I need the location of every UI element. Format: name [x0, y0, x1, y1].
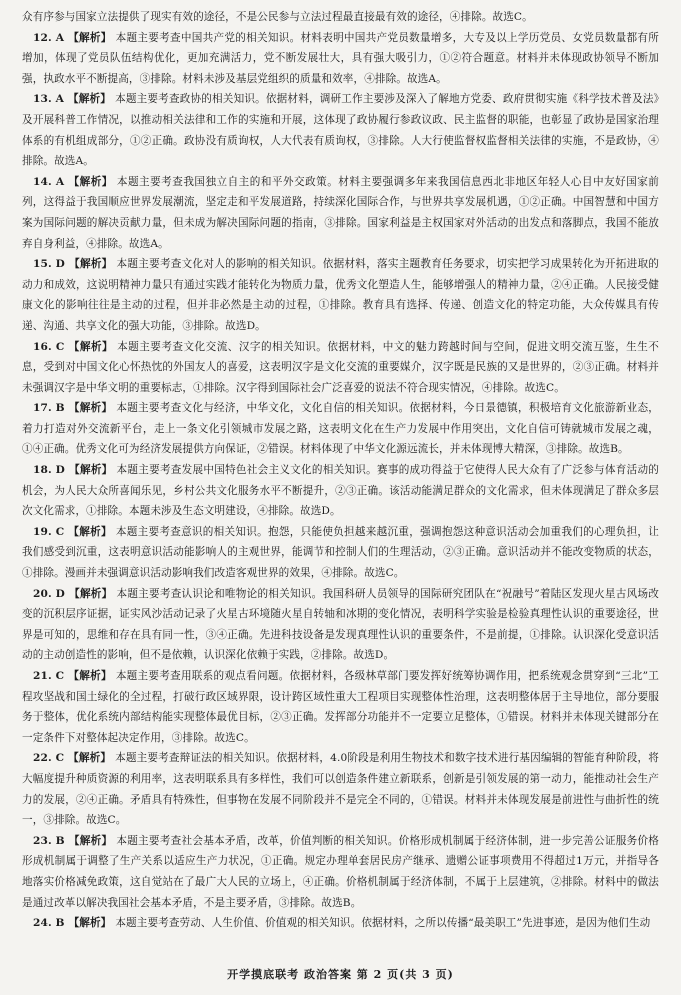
analysis-tag: 【解析】 [68, 752, 112, 765]
analysis-text: 本题主要考查用联系的观点看问题。依据材料，各级林草部门要发挥好统筹协调作用，把系统观念贯穿到“三北”工程攻坚战和国土绿化的全过程，打破行政区域界限，设计跨区域性重大工程项目实现整体性治理，这表明整体居于主导地位，部分要服务于整体，优化系统内部结构能实现整体最优目标，②③正确。发挥部分功能并不一定要立足整体，①错误。材料并未体现关键部分在一定条件下对整体起决定作用，③排除。故选C。 [22, 670, 659, 744]
analysis-text: 本题主要考查我国独立自主的和平外交政策。材料主要强调多年来我国信息西北非地区年轻人心目中友好国家前列，这得益于我国顺应世界发展潮流，坚定走和平发展道路，持续深化国际合作，与世界共享发展机遇，①②正确。中国智慧和中国方案为国际问题的解决贡献力量，但未成为解决国际问题的指南，③排除。国家利益是主权国家对外活动的出发点和落脚点，我国不能放弃自身利益，④排除。故选A。 [22, 175, 659, 250]
analysis-text: 本题主要考查发展中国特色社会主义文化的相关知识。赛事的成功得益于它使得人民大众有了广泛参与体育活动的机会，为人民大众所喜闻乐见，乡村公共文化服务水平不断提升，②③正确。该活动能满足群众的文化需求，但未体现满足了群众多层次文化需求，①排除。本题未涉及生态文明建设，④排除。故选D。 [22, 464, 659, 518]
analysis-text: 本题主要考查劳动、人生价值、价值观的相关知识。依据材料，之所以传播“最美职工”先进事迹，是因为他们生动 [115, 917, 651, 930]
analysis-text: 本题主要考查中国共产党的相关知识。材料表明中国共产党员数量增多，大专及以上学历党员、女党员数量都有所增加，体现了党员队伍结构优化，更加充满活力，党不断发展壮大，具有强大吸引力，①②符合题意。材料并未体现政协领导不断加强，执政水平不断提高，③排除。材料未涉及基层党组织的质量和效率，④排除。故选A。 [22, 31, 659, 85]
analysis-tag: 【解析】 [68, 258, 113, 271]
analysis-tag: 【解析】 [68, 31, 112, 44]
answer-item [22, 398, 659, 460]
question-number: 18. D [33, 464, 65, 477]
question-number: 17. B [33, 402, 65, 415]
analysis-text: 本题主要考查意识的相关知识。抱怨，只能使负担越来越沉重，强调抱怨这种意识活动会加重我们的心理负担，让我们感受到沉重，这表明意识活动能影响人的主观世界，能调节和控制人们的生理活动，②③正确。意识活动并不能改变物质的状态，①排除。漫画并未强调意识活动影响我们改造客观世界的效果，④排除。故选C。 [22, 525, 659, 580]
analysis-text: 本题主要考查文化与经济，中华文化，文化自信的相关知识。依据材料，今日景德镇，积极培育文化旅游新业态，着力打造对外交流新平台，走上一条文化引领城市发展之路，这表明文化在生产力发展中作用突出，文化自信可铸就城市发展之魂，①④正确。优秀文化可为经济发展提供方向保证，②错误。材料体现了中华文化源远流长，并未体现博大精深，③排除。故选B。 [22, 402, 660, 456]
answer-item [22, 913, 659, 934]
analysis-text: 本题主要考查社会基本矛盾，改革，价值判断的相关知识。价格形成机制属于经济体制，进一步完善公证服务价格形成机制属于调整了生产关系以适应生产力状况，①正确。规定办理单套居民房产继承、遗赠公证事项费用不得超过1万元，并指导各地落实价格减免政策，这自觉站在了最广大人民的立场上，④正确。价格机制属于经济体制，不属于上层建筑，②排除。材料中的做法是通过改革以解决我国社会基本矛盾，不是主要矛盾，③排除。故选B。 [22, 834, 660, 909]
analysis-tag: 【解析】 [68, 525, 112, 538]
question-number: 20. D [33, 587, 65, 600]
analysis-text: 本题主要考查辩证法的相关知识。依据材料，4.0阶段是利用生物技术和数字技术进行基因编辑的智能育种阶段，将大幅度提升种质资源的利用率，这表明联系具有多样性，我们可以创造条件建立新联系，创新是引领发展的第一动力，能推动社会生产力的发展，②④正确。矛盾具有特殊性，但事物在发展不同阶段并不是完全不同的，①错误。材料并未体现发展是前进性与曲折性的统一，③排除。故选C。 [22, 752, 659, 827]
analysis-tag: 【解析】 [68, 834, 113, 847]
answer-item [22, 522, 659, 584]
question-number: 22. C [33, 752, 65, 765]
answer-item [22, 666, 659, 748]
page-footer: 开学摸底联考 政治答案 第 2 页(共 3 页) [227, 968, 454, 981]
analysis-text: 本题主要考查文化对人的影响的相关知识。依据材料，落实主题教育任务要求，切实把学习成果转化为开拓进取的动力和成效，这说明精神力量只有通过实践才能转化为物质力量，优秀文化塑造人生，能够增强人的精神力量，②④正确。人民接受健康文化的影响往往是主动的过程，但并非必然是主动的过程，①排除。教育具有选择、传递、创造文化的特定功能，大众传媒具有传递、沟通、共享文化的强大功能，③排除。故选D。 [22, 258, 659, 332]
question-number: 14. A [33, 175, 65, 188]
answer-item [22, 337, 659, 399]
analysis-text: 本题主要考查文化交流、汉字的相关知识。依据材料，中文的魅力跨越时间与空间，促进文明交流互鉴，生生不息，受到对中国文化心怀热忱的外国友人的喜爱，这表明汉字是文化交流的重要媒介，汉字既是民族的又是世界的，②③正确。材料并未强调汉字是中华文明的重要标志，①排除。汉字得到国际社会广泛喜爱的说法不符合现实情况，④排除。故选C。 [22, 340, 659, 394]
question-number: 16. C [33, 340, 65, 353]
analysis-tag: 【解析】 [68, 402, 113, 415]
analysis-tag: 【解析】 [68, 340, 114, 353]
analysis-tag: 【解析】 [67, 93, 112, 106]
question-number: 13. A [33, 93, 64, 106]
question-number: 12. A [33, 31, 65, 44]
analysis-text: 本题主要考查政协的相关知识。依据材料，调研工作主要涉及深入了解地方党委、政府贯彻实施《科学技术普及法》及开展科普工作情况，以推动相关法律和工作的实施和开展，这体现了政协履行参政议政、民主监督的职能，也彰显了政协是国家治理体系的有机组成部分，①②正确。政协没有质询权，人大代表有质询权，③排除。人大行使监督权监督相关法律的实施，不是政协，④排除。故选A。 [22, 93, 660, 168]
question-number: 15. D [33, 258, 65, 271]
analysis-tag: 【解析】 [68, 670, 112, 682]
answer-item [22, 584, 659, 666]
question-number: 19. C [33, 525, 65, 538]
answer-item [22, 254, 659, 336]
intro-paragraph: 众有序参与国家立法提供了现实有效的途径，不是公民参与立法过程最直接最有效的途径，④排除。故选C。 [22, 11, 533, 23]
analysis-tag: 【解析】 [68, 917, 112, 930]
answer-item [22, 831, 659, 913]
analysis-tag: 【解析】 [68, 587, 113, 600]
question-number: 24. B [33, 917, 65, 930]
question-number: 23. B [33, 834, 65, 847]
answer-list [22, 28, 659, 934]
question-number: 21. C [33, 670, 65, 682]
answer-item [22, 172, 659, 254]
analysis-tag: 【解析】 [68, 464, 113, 477]
answer-item [22, 89, 659, 171]
answer-item [22, 460, 659, 522]
answer-item [22, 748, 659, 830]
analysis-text: 本题主要考查认识论和唯物论的相关知识。我国科研人员领导的国际研究团队在“祝融号”着陆区发现火星古风场改变的沉积层序证据，证实风沙活动记录了火星古环境随火星自转轴和冰期的变化情况，表明科学实验是检验真理性认识的重要途径，世界是可知的，思维和存在具有同一性，③④正确。先进科技设备是发现真理性认识的重要条件，不是前提，①排除。认识深化受意识活动的主动创造性的影响，但不是依赖，认识深化依赖于实践，②排除。故选D。 [22, 587, 659, 662]
analysis-tag: 【解析】 [68, 175, 113, 188]
answer-item [22, 28, 659, 90]
